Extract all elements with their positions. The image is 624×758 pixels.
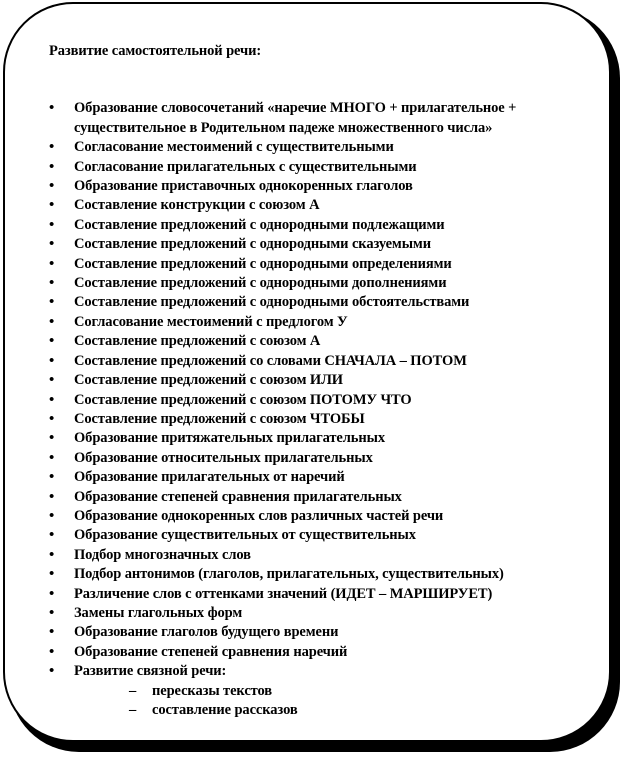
list-item: • Согласование прилагательных с существительными: [49, 158, 589, 177]
sub-list-item: – составление рассказов: [74, 701, 589, 720]
list-item: • Составление предложений со словами СНАЧАЛА – ПОТОМ: [49, 352, 589, 371]
list-item: • Образование степеней сравнения прилагательных: [49, 488, 589, 507]
list-item: • Подбор антонимов (глаголов, прилагательных, существительных): [49, 565, 589, 584]
list-item: • Образование относительных прилагательных: [49, 449, 589, 468]
sub-list-item: – пересказы текстов: [74, 682, 589, 701]
content-area: [49, 42, 589, 720]
rounded-text-box: [3, 2, 611, 742]
list-item: • Замены глагольных форм: [49, 604, 589, 623]
list-item: • Согласование местоимений с существительными: [49, 138, 589, 157]
sub-list: [74, 682, 589, 721]
list-item: • Составление предложений с союзом ИЛИ: [49, 371, 589, 390]
list-item: • Составление предложений с союзом ПОТОМУ ЧТО: [49, 391, 589, 410]
list-item: • Образование существительных от существительных: [49, 526, 589, 545]
bullet-list: [49, 99, 589, 720]
list-item: • Составление предложений с однородными обстоятельствами: [49, 293, 589, 312]
list-item: • Образование глаголов будущего времени: [49, 623, 589, 642]
list-item: • Составление предложений с союзом ЧТОБЫ: [49, 410, 589, 429]
list-item: • Составление предложений с союзом А: [49, 332, 589, 351]
list-item: • Образование приставочных однокоренных глаголов: [49, 177, 589, 196]
list-item: • Составление предложений с однородными определениями: [49, 255, 589, 274]
list-item-label: Развитие связной речи:: [74, 663, 227, 680]
list-item: • Образование прилагательных от наречий: [49, 468, 589, 487]
list-item: • Образование словосочетаний «наречие МНОГО + прилагательное + существительное в Родительном падеже множественного числа»: [49, 99, 589, 138]
list-item: • Образование притяжательных прилагательных: [49, 429, 589, 448]
list-item: • Образование степеней сравнения наречий: [49, 643, 589, 662]
heading: Развитие самостоятельной речи:: [49, 43, 262, 59]
list-item: • Составление предложений с однородными дополнениями: [49, 274, 589, 293]
list-item: • Подбор многозначных слов: [49, 546, 589, 565]
list-item: • Составление предложений с однородными подлежащими: [49, 216, 589, 235]
list-item: • Составление конструкции с союзом А: [49, 196, 589, 215]
list-item: • Различение слов с оттенками значений (ИДЕТ – МАРШИРУЕТ): [49, 585, 589, 604]
list-item: • Согласование местоимений с предлогом У: [49, 313, 589, 332]
list-item: • Составление предложений с однородными сказуемыми: [49, 235, 589, 254]
list-item: • Образование однокоренных слов различных частей речи: [49, 507, 589, 526]
list-item-connected-speech: [49, 662, 589, 720]
